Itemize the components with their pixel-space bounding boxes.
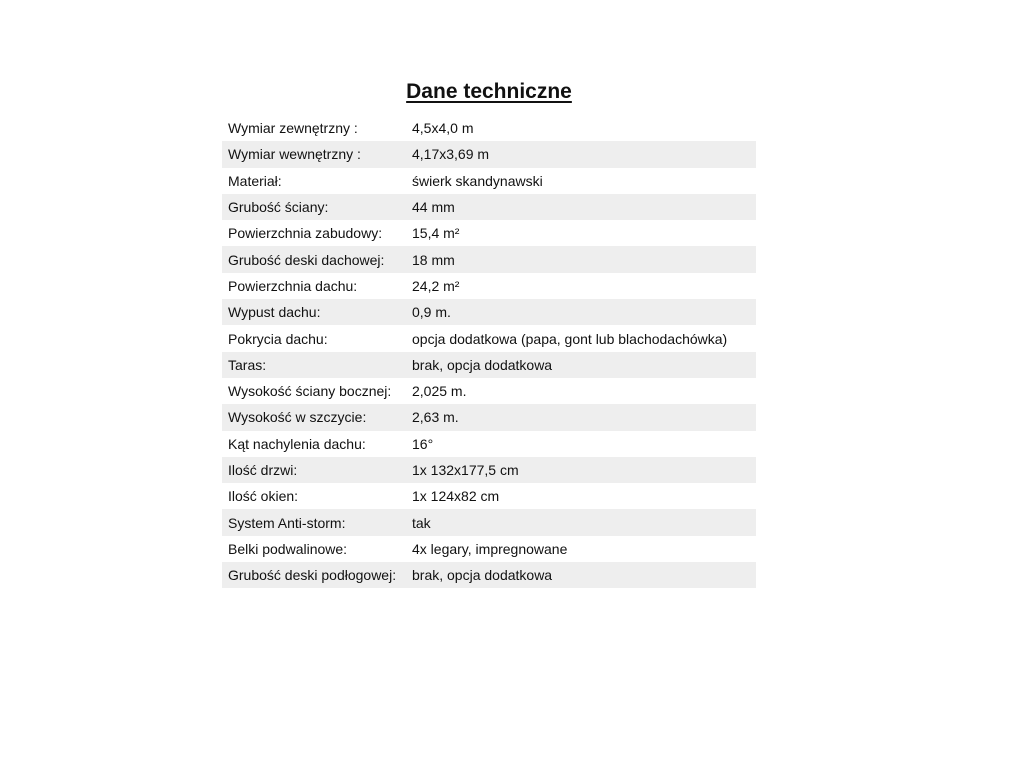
- page-title-text: Dane techniczne: [406, 80, 572, 103]
- row-value: 2,025 m.: [412, 383, 467, 400]
- table-row: [222, 246, 756, 272]
- table-row: [222, 457, 756, 483]
- table-row: [222, 220, 756, 246]
- row-label: Wymiar wewnętrzny :: [222, 141, 406, 167]
- row-value: 44 mm: [406, 194, 756, 220]
- table-row: [222, 115, 756, 141]
- row-label: Wysokość w szczycie:: [222, 404, 406, 430]
- row-label: Wysokość ściany bocznej:: [228, 383, 392, 400]
- row-value: 4x legary, impregnowane: [412, 540, 568, 557]
- row-label: Pokrycia dachu:: [228, 330, 328, 347]
- table-row: [222, 194, 756, 220]
- table-row: [222, 509, 756, 535]
- table-row: [222, 352, 756, 378]
- row-value: tak: [406, 509, 756, 535]
- row-label: Belki podwalinowe:: [228, 540, 348, 557]
- row-label: Grubość deski dachowej:: [222, 246, 406, 272]
- table-row: [222, 562, 756, 588]
- row-value: brak, opcja dodatkowa: [406, 562, 756, 588]
- row-value: 0,9 m.: [406, 299, 756, 325]
- row-label: Grubość ściany:: [222, 194, 406, 220]
- row-value: opcja dodatkowa (papa, gont lub blachodachówka): [412, 330, 728, 347]
- row-value: świerk skandynawski: [412, 172, 543, 189]
- table-row: [222, 325, 756, 351]
- row-label: System Anti-storm:: [222, 509, 406, 535]
- table-row: [222, 168, 756, 194]
- row-value: brak, opcja dodatkowa: [406, 352, 756, 378]
- table-row: [222, 536, 756, 562]
- row-value: 18 mm: [406, 246, 756, 272]
- row-label: Wymiar zewnętrzny :: [228, 120, 358, 137]
- row-label: Taras:: [222, 352, 406, 378]
- table-row: [222, 299, 756, 325]
- spec-table: [222, 115, 756, 588]
- row-value: 24,2 m²: [412, 277, 460, 294]
- row-label: Powierzchnia zabudowy:: [228, 225, 383, 242]
- row-label: Grubość deski podłogowej:: [222, 562, 406, 588]
- table-row: [222, 141, 756, 167]
- row-value: 16°: [412, 435, 434, 452]
- row-value: 4,17x3,69 m: [406, 141, 756, 167]
- table-row: [222, 378, 756, 404]
- row-value: 1x 124x82 cm: [412, 488, 500, 505]
- page-title: [222, 78, 756, 106]
- row-value: 15,4 m²: [412, 225, 460, 242]
- table-row: [222, 404, 756, 430]
- row-label: Ilość drzwi:: [222, 457, 406, 483]
- row-value: 1x 132x177,5 cm: [406, 457, 756, 483]
- row-label: Ilość okien:: [228, 488, 299, 505]
- row-label: Wypust dachu:: [222, 299, 406, 325]
- row-label: Materiał:: [228, 172, 282, 189]
- row-label: Kąt nachylenia dachu:: [228, 435, 366, 452]
- table-row: [222, 273, 756, 299]
- row-label: Powierzchnia dachu:: [228, 277, 358, 294]
- table-row: [222, 431, 756, 457]
- table-row: [222, 483, 756, 509]
- row-value: 4,5x4,0 m: [412, 120, 474, 137]
- row-value: 2,63 m.: [406, 404, 756, 430]
